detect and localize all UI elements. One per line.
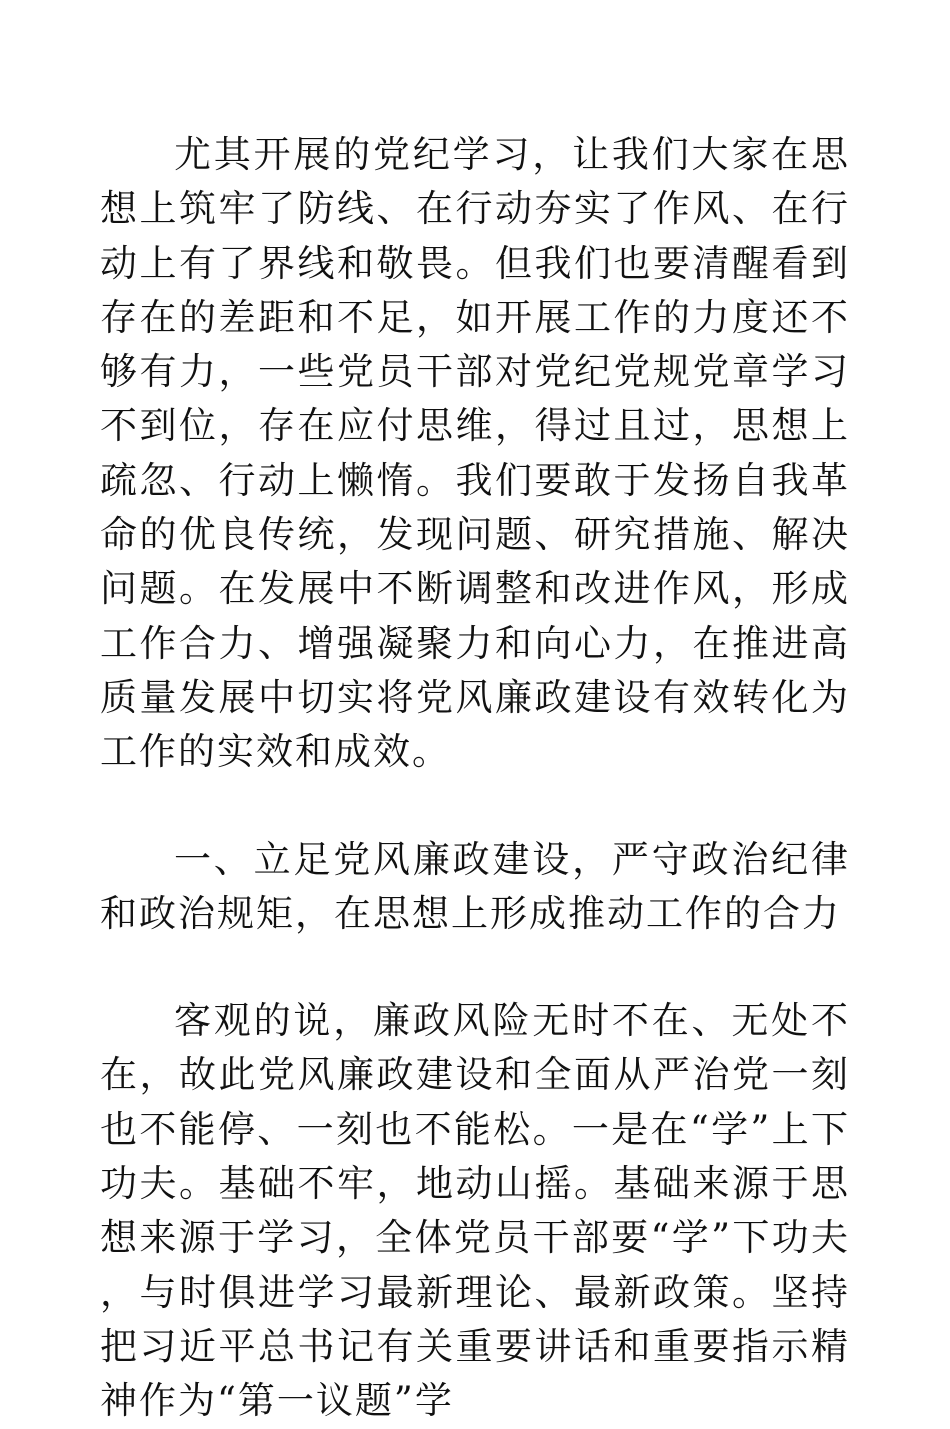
body-paragraph-2: 客观的说，廉政风险无时不在、无处不在，故此党风廉政建设和全面从严治党一刻也不能停、一刻也不能松。一是在“学”上下功夫。基础不牢，地动山摇。基础来源于思想来源于学习，全体党员干部要“学”下功夫，与时俱进学习最新理论、最新政策。坚持把习近平总书记有关重要讲话和重要指示精神作为“第一议题”学 (100, 999, 850, 1423)
paragraph-spacer (100, 941, 850, 994)
body-paragraph-1: 尤其开展的党纪学习，让我们大家在思想上筑牢了防线、在行动夯实了作风、在行动上有了界线和敬畏。但我们也要清醒看到存在的差距和不足，如开展工作的力度还不够有力，一些党员干部对党纪党规党章学习不到位，存在应付思维，得过且过，思想上疏忽、行动上懒惰。我们要敢于发扬自我革命的优良传统，发现问题、研究措施、解决问题。在发展中不断调整和改进作风，形成工作合力、增强凝聚力和向心力，在推进高质量发展中切实将党风廉政建设有效转化为工作的实效和成效。 (100, 133, 850, 774)
section-heading-1: 一、立足党风廉政建设，严守政治纪律和政治规矩，在思想上形成推动工作的合力 (100, 837, 850, 935)
paragraph-spacer (100, 780, 850, 833)
